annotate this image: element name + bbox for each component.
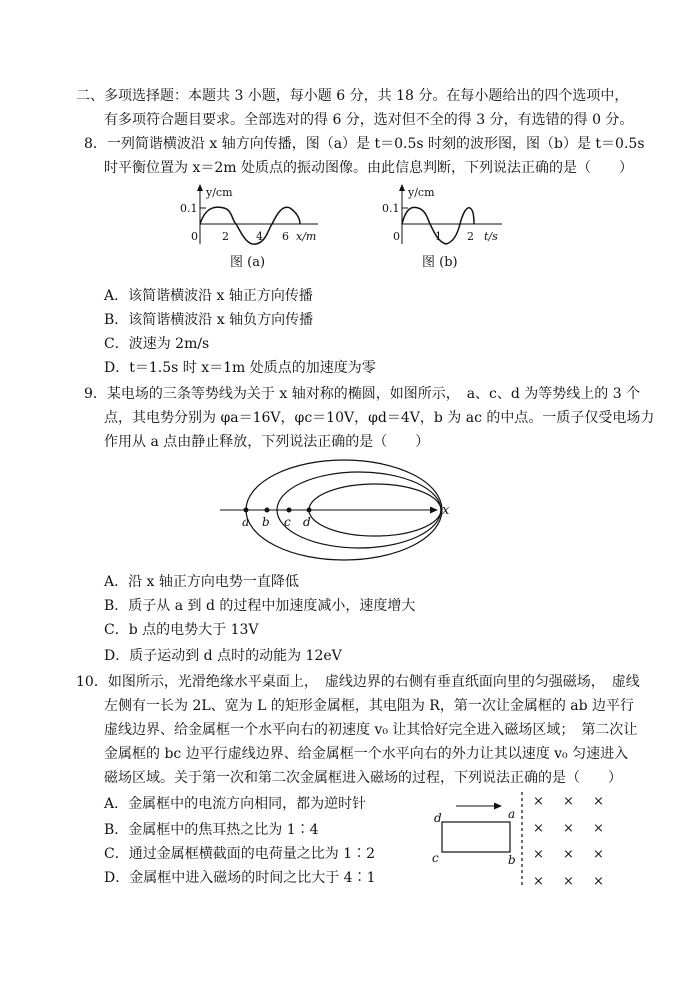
graph-a-origin: 0 (191, 230, 198, 243)
field-cross: × (563, 821, 574, 836)
q10-stem-line3: 虚线边界、给金属框一个水平向右的初速度 v₀ 让其恰好完全进入磁场区域； 第二次让 (104, 722, 638, 738)
graph-a-xtick-6: 6 (282, 230, 289, 243)
field-cross: × (563, 847, 574, 862)
field-cross: × (593, 874, 604, 889)
frame-corner-a: a (508, 807, 516, 821)
frame-corner-c: c (432, 851, 439, 865)
point-c-label: c (284, 515, 291, 529)
q8-graph-a (172, 180, 332, 275)
graph-a-xlabel: x/m (296, 230, 317, 243)
q10-magnetic-field-figure (430, 790, 620, 890)
field-cross: × (533, 847, 544, 862)
q8-option-d: D．t＝1.5s 时 x＝1m 处质点的加速度为零 (104, 360, 376, 376)
q8-stem-line2: 时平衡位置为 x＝2m 处质点的振动图像。由此信息判断，下列说法正确的是（ ） (104, 160, 633, 176)
graph-a-ytick: 0.1 (180, 202, 198, 215)
field-cross: × (593, 847, 604, 862)
q8-option-c: C．波速为 2m/s (104, 336, 210, 352)
graph-b-ylabel: y/cm (408, 186, 435, 199)
field-cross: × (533, 794, 544, 809)
q10-stem-line4: 金属框的 bc 边平行虚线边界、给金属框一个水平向右的外力让其以速度 v₀ 匀速进入 (104, 746, 629, 762)
graph-b-xlabel: t/s (484, 230, 498, 243)
q10-option-b: B．金属框中的焦耳热之比为 1∶4 (104, 822, 319, 838)
q8-option-b: B．该简谐横波沿 x 轴负方向传播 (104, 312, 314, 328)
field-symbols (533, 794, 604, 889)
field-cross: × (593, 821, 604, 836)
point-a-label: a (242, 515, 250, 529)
frame-corner-d: d (434, 811, 442, 825)
q9-option-a: A．沿 x 轴正方向电势一直降低 (104, 574, 299, 590)
q9-option-c: C．b 点的电势大于 13V (104, 622, 259, 638)
section-title-line1: 二、多项选择题：本题共 3 小题，每小题 6 分，共 18 分。在每小题给出的四个选项中， (76, 88, 629, 104)
field-cross: × (533, 821, 544, 836)
x-axis-label: x (442, 503, 450, 518)
q9-stem-line3: 作用从 a 点由静止释放，下列说法正确的是（ ） (104, 434, 430, 450)
graph-b-xtick-2: 2 (467, 230, 474, 243)
q8-stem-line1: 8．一列简谐横波沿 x 轴方向传播，图（a）是 t＝0.5s 时刻的波形图，图（b）是 t＝0.5s (84, 136, 645, 152)
q10-option-a: A．金属框中的电流方向相同，都为逆时针 (104, 796, 367, 812)
q9-option-b: B．质子从 a 到 d 的过程中加速度减小，速度增大 (104, 598, 416, 614)
q10-option-d: D．金属框中进入磁场的时间之比大于 4∶1 (104, 870, 376, 886)
field-cross: × (593, 794, 604, 809)
q9-stem-line1: 9．某电场的三条等势线为关于 x 轴对称的椭圆，如图所示， a、c、d 为等势线上的 3 个 (84, 386, 641, 402)
q8-graph-b (374, 180, 514, 275)
q9-equipotential-figure (210, 456, 470, 566)
q8-option-a: A．该简谐横波沿 x 轴正方向传播 (104, 288, 313, 304)
point-b-label: b (262, 515, 270, 529)
graph-a-caption: 图 (a) (230, 255, 266, 270)
q9-option-d: D．质子运动到 d 点时的动能为 12eV (104, 648, 342, 664)
field-cross: × (533, 874, 544, 889)
graph-a-ylabel: y/cm (206, 186, 233, 199)
q10-stem-line1: 10．如图所示，光滑绝缘水平桌面上， 虚线边界的右侧有垂直纸面向里的匀强磁场， 虚线 (76, 674, 640, 690)
field-cross: × (563, 874, 574, 889)
q9-stem-line2: 点，其电势分别为 φa＝16V，φc＝10V，φd＝4V，b 为 ac 的中点。一质子仅受电场力 (104, 410, 655, 426)
q10-option-c: C．通过金属框横截面的电荷量之比为 1∶2 (104, 846, 375, 862)
graph-b-ytick: 0.1 (382, 202, 400, 215)
section-title-line2: 有多项符合题目要求。全部选对的得 6 分，选对但不全的得 3 分，有选错的得 0 分。 (104, 112, 634, 128)
graph-a-xtick-4: 4 (256, 230, 263, 243)
graph-a-xtick-2: 2 (222, 230, 229, 243)
point-d-label: d (303, 515, 311, 529)
field-cross: × (563, 794, 574, 809)
frame-corner-b: b (508, 853, 516, 867)
q10-stem-line2: 左侧有一长为 2L、宽为 L 的矩形金属框，其电阻为 R，第一次让金属框的 ab 边平行 (104, 698, 635, 714)
graph-b-origin: 0 (393, 230, 400, 243)
graph-b-caption: 图 (b) (422, 255, 458, 270)
q10-stem-line5: 磁场区域。关于第一次和第二次金属框进入磁场的过程，下列说法正确的是（ ） (104, 770, 622, 786)
graph-b-xtick-1: 1 (435, 230, 442, 243)
